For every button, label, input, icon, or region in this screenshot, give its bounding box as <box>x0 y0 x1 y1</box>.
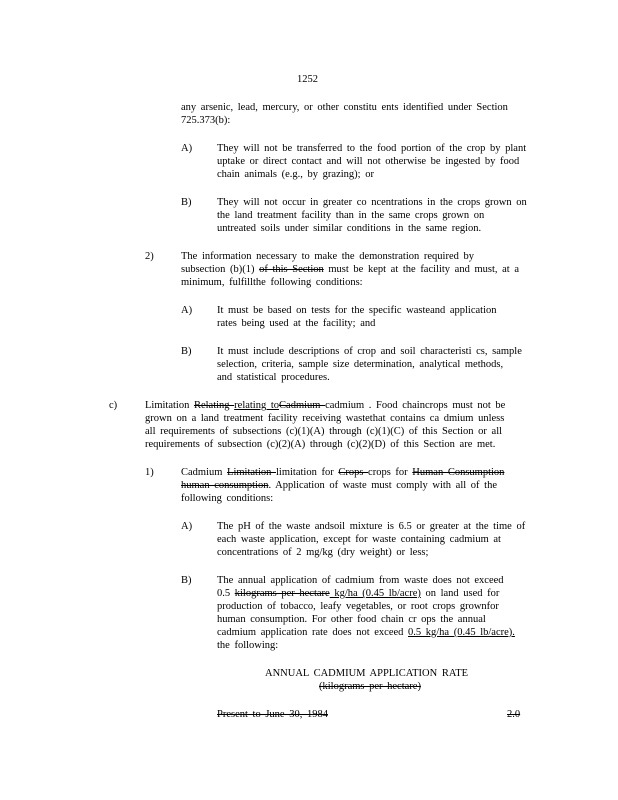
text-line: human consumption. For other food chain cr ops the annual <box>217 614 486 625</box>
deleted-text: Human Consumption <box>412 467 505 478</box>
text-line: cadmium application rate does not exceed 0.5 kg/ha (0.45 lb/acre). <box>217 627 515 638</box>
text-line: the following: <box>217 640 279 651</box>
text-line: The annual application of cadmium from waste does not exceed <box>217 575 504 586</box>
page-number: 1252 <box>297 74 318 85</box>
item-label: A) <box>181 521 193 532</box>
item-label: 2) <box>145 251 154 262</box>
deleted-text: kilograms per hectare <box>234 588 330 599</box>
deleted-text: Crops <box>338 467 369 478</box>
table-heading: ANNUAL CADMIUM APPLICATION RATE <box>265 668 469 679</box>
text-line: subsection (b)(1) of this Section must be kept at the facility and must, at a <box>181 264 519 275</box>
item-label: c) <box>109 400 118 411</box>
deleted-text: (kilograms per hectare) <box>319 681 421 692</box>
inserted-text: kg/ha (0.45 lb/acre) <box>329 588 421 599</box>
text-line: The pH of the waste andsoil mixture is 6.5 or greater at the time of <box>217 521 526 532</box>
deleted-text: 2.0 <box>507 709 521 720</box>
text-line: all requirements of subsections (c)(1)(A) through (c)(1)(C) of this Section or all <box>145 426 503 437</box>
text-line: production of tobacco, leafy vegetables, or root crops grownfor <box>217 601 499 612</box>
text-line: The information necessary to make the demonstration required by <box>181 251 474 262</box>
text-line: 0.5 kilograms per hectare kg/ha (0.45 lb/acre) on land used for <box>217 588 500 599</box>
deleted-text: Present to June 30, 1984 <box>217 709 328 720</box>
item-label: B) <box>181 346 192 357</box>
text-line: each waste application, except for waste containing cadmium at <box>217 534 501 545</box>
item-label: A) <box>181 143 193 154</box>
inserted-text: 0.5 kg/ha (0.45 lb/acre). <box>408 627 515 638</box>
deleted-text: Limitation <box>227 467 276 478</box>
text-line: requirements of subsection (c)(2)(A) through (c)(2)(D) of this Section are met. <box>145 439 496 450</box>
text-line: human consumption. Application of waste must comply with all of the <box>181 480 498 491</box>
text-line: the land treatment facility than in the same crops grown on <box>217 210 485 221</box>
text-line: It must include descriptions of crop and soil characteristi cs, sample <box>217 346 522 357</box>
text-line: minimum, fulfillthe following conditions: <box>181 277 363 288</box>
text-line: uptake or direct contact and will not otherwise be ingested by food <box>217 156 520 167</box>
text-line: concentrations of 2 mg/kg (dry weight) or less; <box>217 547 429 558</box>
item-label: 1) <box>145 467 154 478</box>
text-line: rates being used at the facility; and <box>217 318 376 329</box>
text-line: grown on a land treatment facility receiving wastethat contains ca dmium unless <box>145 413 505 424</box>
text-line: Limitation Relating relating toCadmium cadmium . Food chaincrops must not be <box>145 400 506 411</box>
item-label: B) <box>181 575 192 586</box>
deleted-text: of this Section <box>259 264 324 275</box>
text-line: untreated soils under similar conditions in the same region. <box>217 223 482 234</box>
text-line: following conditions: <box>181 493 274 504</box>
text-line: and statistical procedures. <box>217 372 330 383</box>
deleted-text: human consumption <box>181 480 269 491</box>
deleted-text: Relating <box>193 400 235 411</box>
text-line: 725.373(b): <box>181 115 231 126</box>
text-line: They will not be transferred to the food portion of the crop by plant <box>217 143 527 154</box>
text-line: chain animals (e.g., by grazing); or <box>217 169 374 180</box>
text-line: It must be based on tests for the specific wasteand application <box>217 305 497 316</box>
text-line: Cadmium Limitation limitation for Crops crops for Human Consumption <box>181 467 505 478</box>
inserted-text: relating to <box>234 400 280 411</box>
text-line: selection, criteria, sample size determination, analytical methods, <box>217 359 504 370</box>
text-line: They will not occur in greater co ncentrations in the crops grown on <box>217 197 527 208</box>
text-line: any arsenic, lead, mercury, or other constitu ents identified under Section <box>181 102 508 113</box>
deleted-text: Cadmium <box>279 400 326 411</box>
item-label: B) <box>181 197 192 208</box>
item-label: A) <box>181 305 193 316</box>
